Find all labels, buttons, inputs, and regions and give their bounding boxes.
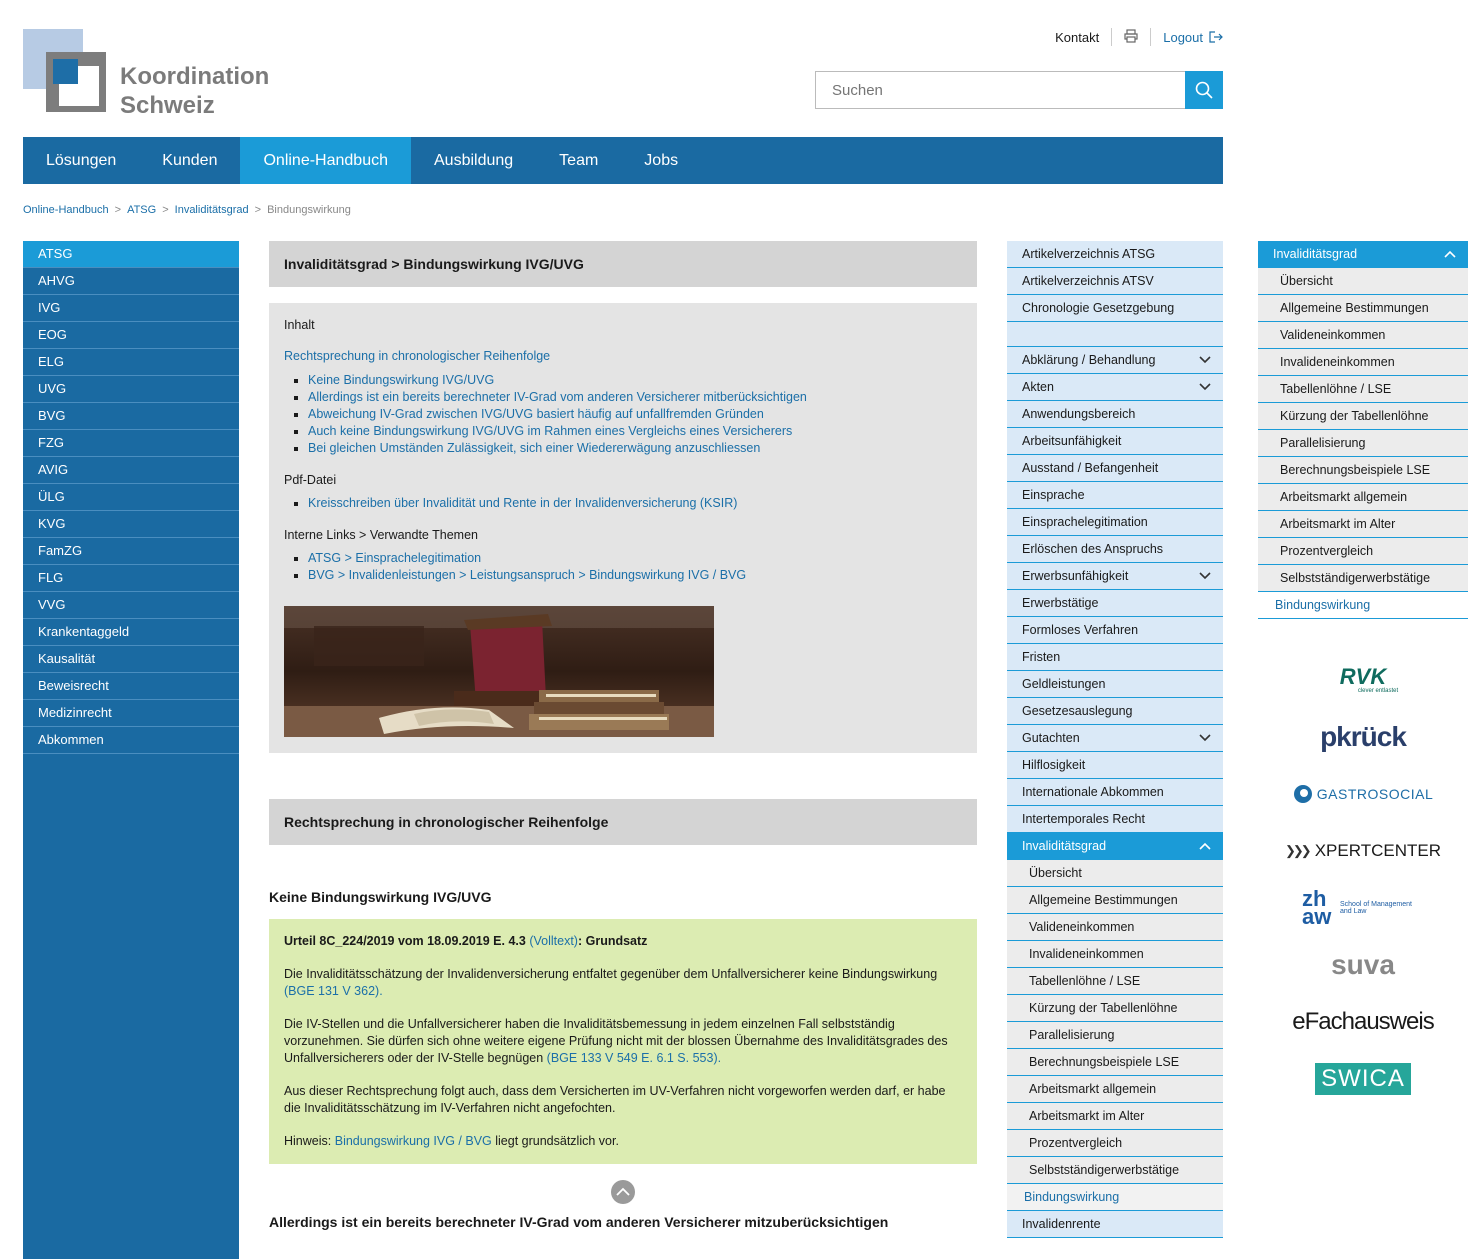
print-icon[interactable]	[1124, 29, 1138, 46]
topic-nav	[1007, 241, 1223, 1238]
leftnav-item[interactable]: BVG	[23, 403, 239, 430]
topic-subitem[interactable]: Kürzung der Tabellenlöhne	[1007, 995, 1223, 1022]
toc-rsp-link[interactable]: Rechtsprechung in chronologischer Reihenfolge	[284, 349, 551, 363]
topic-item-active[interactable]: Invaliditätsgrad	[1007, 833, 1223, 860]
sponsor-logos	[1258, 652, 1468, 1108]
topic-item[interactable]: Akten	[1007, 374, 1223, 401]
topic-item[interactable]: Formloses Verfahren	[1007, 617, 1223, 644]
leftnav-item[interactable]: ÜLG	[23, 484, 239, 511]
toc-pdf-label: Pdf-Datei	[284, 473, 337, 487]
subtopic-item[interactable]: Allgemeine Bestimmungen	[1258, 295, 1468, 322]
logout-link[interactable]: Logout	[1163, 30, 1223, 45]
breadcrumb-item[interactable]: ATSG	[127, 204, 157, 216]
sub-heading-2: Allerdings ist ein bereits berechneter IV-Grad vom anderen Versicherer mitzuberücksichtigen	[269, 1214, 889, 1230]
topic-item[interactable]: Anwendungsbereich	[1007, 401, 1223, 428]
main-nav	[23, 137, 1223, 184]
topic-item[interactable]: Geldleistungen	[1007, 671, 1223, 698]
toc-link[interactable]: Keine Bindungswirkung IVG/UVG	[308, 373, 495, 387]
section-title: Rechtsprechung in chronologischer Reihenfolge	[269, 799, 977, 845]
nav-loesungen[interactable]: Lösungen	[46, 152, 117, 169]
leftnav-item[interactable]: Beweisrecht	[23, 673, 239, 700]
topic-subitem[interactable]: Allgemeine Bestimmungen	[1007, 887, 1223, 914]
topic-item[interactable]: Fristen	[1007, 644, 1223, 671]
page-title: Invaliditätsgrad > Bindungswirkung IVG/UVG	[269, 241, 977, 287]
logo[interactable]	[23, 29, 283, 119]
sub-heading-1: Keine Bindungswirkung IVG/UVG	[269, 889, 492, 905]
subtopic-item[interactable]: Parallelisierung	[1258, 430, 1468, 457]
toc-link[interactable]: Allerdings ist ein bereits berechneter IV-Grad vom anderen Versicherer mitberücksichtigen	[308, 390, 807, 404]
chevron-up-icon	[611, 1180, 635, 1204]
topic-item[interactable]: Artikelverzeichnis ATSV	[1007, 268, 1223, 295]
nav-kunden[interactable]: Kunden	[162, 152, 218, 169]
subtopic-item[interactable]: Tabellenlöhne / LSE	[1258, 376, 1468, 403]
sponsor-pkrueck[interactable]: pkrück	[1320, 721, 1406, 752]
subtopic-item-active[interactable]: Bindungswirkung	[1258, 592, 1468, 619]
courtroom-photo	[284, 606, 714, 737]
subtopic-item[interactable]: Arbeitsmarkt im Alter	[1258, 511, 1468, 538]
topic-item[interactable]: Gesetzesauslegung	[1007, 698, 1223, 725]
search-input[interactable]	[816, 72, 1208, 108]
topic-subitem[interactable]: Tabellenlöhne / LSE	[1007, 968, 1223, 995]
toc-box	[269, 303, 977, 753]
hint-link[interactable]: Bindungswirkung IVG / BVG	[334, 1134, 492, 1148]
breadcrumb-item[interactable]: Invaliditätsgrad	[174, 204, 249, 216]
nav-online-handbuch[interactable]: Online-Handbuch	[240, 137, 411, 184]
urteil-title: Urteil 8C_224/2019 vom 18.09.2019 E. 4.3	[284, 934, 526, 948]
nav-team[interactable]: Team	[559, 152, 599, 169]
internal-link[interactable]: BVG > Invalidenleistungen > Leistungsanspruch > Bindungswirkung IVG / BVG	[308, 568, 747, 582]
topic-item[interactable]: Intertemporales Recht	[1007, 806, 1223, 833]
subtopic-item[interactable]: Berechnungsbeispiele LSE	[1258, 457, 1468, 484]
logo-line1: Koordination	[120, 63, 270, 90]
sponsor-suva[interactable]: suva	[1331, 949, 1395, 980]
subtopic-item[interactable]: Invalideneinkommen	[1258, 349, 1468, 376]
leftnav-item[interactable]: Kausalität	[23, 646, 239, 673]
topic-item[interactable]: Hilflosigkeit	[1007, 752, 1223, 779]
leftnav-item[interactable]: ELG	[23, 349, 239, 376]
subtopic-item[interactable]: Prozentvergleich	[1258, 538, 1468, 565]
internal-link[interactable]: ATSG > Einsprachelegitimation	[308, 551, 482, 565]
sponsor-zhaw[interactable]: zh aw School of Management and Law	[1302, 886, 1412, 929]
leftnav-item[interactable]: ATSG	[23, 241, 239, 268]
topic-item[interactable]: Chronologie Gesetzgebung	[1007, 295, 1223, 322]
toc-link[interactable]: Auch keine Bindungswirkung IVG/UVG im Rahmen eines Vergleichs eines Versicherers	[308, 424, 793, 438]
paragraph: Die Invaliditätsschätzung der Invalidenversicherung entfaltet gegenüber dem Unfallversicherer keine Bindungswirkung	[284, 967, 938, 981]
leftnav-item[interactable]: VVG	[23, 592, 239, 619]
leftnav-item[interactable]: Abkommen	[23, 727, 239, 754]
topic-subitem[interactable]: Selbstständigerwerbstätige	[1007, 1157, 1223, 1184]
topic-subitem-active[interactable]: Bindungswirkung	[1007, 1184, 1223, 1211]
logout-icon	[1209, 31, 1223, 43]
urteil-box	[269, 919, 977, 1164]
topic-item[interactable]: Gutachten	[1007, 725, 1223, 752]
logo-line2: Schweiz	[120, 92, 215, 119]
leftnav-item[interactable]: IVG	[23, 295, 239, 322]
subtopic-item[interactable]: Valideneinkommen	[1258, 322, 1468, 349]
sponsor-efachausweis[interactable]: eFachausweis	[1292, 1008, 1434, 1035]
toc-link[interactable]: Bei gleichen Umständen Zulässigkeit, sich einer Wiedererwägung anzuschliessen	[308, 441, 761, 455]
breadcrumb-item[interactable]: Online-Handbuch	[23, 204, 109, 216]
left-nav	[23, 241, 239, 1259]
paragraph: Aus dieser Rechtsprechung folgt auch, dass dem Versicherten im UV-Verfahren nicht vorgeworfen werden darf, er habe die Invaliditätsschätzung im IV-Verfahren nicht angefochten.	[284, 1084, 946, 1115]
topic-subitem[interactable]: Übersicht	[1007, 860, 1223, 887]
search-icon	[1195, 81, 1213, 99]
search-box	[815, 71, 1223, 109]
leftnav-item[interactable]: AHVG	[23, 268, 239, 295]
topic-item[interactable]: Erwerbsunfähigkeit	[1007, 563, 1223, 590]
sponsor-gastrosocial[interactable]: GASTROSOCIAL	[1258, 766, 1468, 822]
toc-link[interactable]: Abweichung IV-Grad zwischen IVG/UVG basiert häufig auf unfallfremden Gründen	[308, 407, 764, 421]
topic-item[interactable]: Erwerbstätige	[1007, 590, 1223, 617]
leftnav-item[interactable]: AVIG	[23, 457, 239, 484]
topic-subitem[interactable]: Invalideneinkommen	[1007, 941, 1223, 968]
leftnav-item[interactable]: FZG	[23, 430, 239, 457]
leftnav-item[interactable]: KVG	[23, 511, 239, 538]
chevron-down-icon[interactable]	[1199, 725, 1211, 751]
nav-jobs[interactable]: Jobs	[644, 152, 679, 169]
top-links	[1055, 28, 1223, 46]
toc-links-label: Interne Links > Verwandte Themen	[284, 528, 478, 542]
leftnav-item[interactable]: EOG	[23, 322, 239, 349]
sponsor-rvk[interactable]: RVK clever entlastet	[1339, 664, 1399, 694]
topic-subitem[interactable]: Parallelisierung	[1007, 1022, 1223, 1049]
search-button[interactable]	[1185, 71, 1223, 109]
leftnav-item[interactable]: FamZG	[23, 538, 239, 565]
subtopic-nav	[1258, 241, 1468, 619]
subtopic-item[interactable]: Selbstständigerwerbstätige	[1258, 565, 1468, 592]
subtopic-header[interactable]: Invaliditätsgrad	[1258, 241, 1468, 268]
volltext-link[interactable]: (Volltext)	[529, 934, 578, 948]
urteil-suffix: : Grundsatz	[577, 934, 648, 948]
chevron-down-icon[interactable]	[1199, 374, 1211, 400]
paragraph: Die IV-Stellen und die Unfallversicherer haben die Invaliditätsbemessung in jedem einzelnen Fall selbstständig vorzunehmen. Sie dürfen sich ohne weitere eigene Prüfung nicht mit der blossen Übernahme des Invaliditätsgrades des Unfallversicherers oder der IV-Stelle begnügen	[284, 1017, 948, 1065]
topic-item[interactable]: Abklärung / Behandlung	[1007, 347, 1223, 374]
topic-subitem[interactable]: Arbeitsmarkt allgemein	[1007, 1076, 1223, 1103]
chevron-up-icon[interactable]	[1199, 833, 1211, 859]
bge-link[interactable]: (BGE 131 V 362).	[284, 984, 383, 998]
topic-item[interactable]: Einsprache	[1007, 482, 1223, 509]
sponsor-xpertcenter[interactable]: ❯❯❯ XPERTCENTER	[1285, 841, 1441, 860]
gastrosocial-logo-icon	[1293, 784, 1313, 804]
topic-item[interactable]: Arbeitsunfähigkeit	[1007, 428, 1223, 455]
leftnav-item[interactable]: Krankentaggeld	[23, 619, 239, 646]
pdf-link[interactable]: Kreisschreiben über Invalidität und Rente in der Invalidenversicherung (KSIR)	[308, 496, 738, 510]
topic-subitem[interactable]: Prozentvergleich	[1007, 1130, 1223, 1157]
topic-subitem[interactable]: Valideneinkommen	[1007, 914, 1223, 941]
breadcrumb: Online-Handbuch > ATSG > Invaliditätsgrad > Bindungswirkung	[23, 204, 351, 216]
subtopic-item[interactable]: Kürzung der Tabellenlöhne	[1258, 403, 1468, 430]
topic-subitem[interactable]: Arbeitsmarkt im Alter	[1007, 1103, 1223, 1130]
topic-item[interactable]: Artikelverzeichnis ATSG	[1007, 241, 1223, 268]
chevron-down-icon[interactable]	[1199, 347, 1211, 373]
bge-link[interactable]: (BGE 133 V 549 E. 6.1 S. 553).	[546, 1051, 722, 1065]
topic-item[interactable]: Ausstand / Befangenheit	[1007, 455, 1223, 482]
topic-item[interactable]: Invalidenrente	[1007, 1211, 1223, 1238]
leftnav-item[interactable]: FLG	[23, 565, 239, 592]
main-content	[269, 241, 977, 1230]
kontakt-link[interactable]: Kontakt	[1055, 29, 1100, 45]
nav-ausbildung[interactable]: Ausbildung	[434, 152, 514, 169]
chevron-down-icon[interactable]	[1199, 563, 1211, 589]
topic-item[interactable]: Internationale Abkommen	[1007, 779, 1223, 806]
scroll-top-button[interactable]	[269, 1180, 977, 1204]
leftnav-item[interactable]: Medizinrecht	[23, 700, 239, 727]
topic-item[interactable]: Einsprachelegitimation	[1007, 509, 1223, 536]
subtopic-item[interactable]: Übersicht	[1258, 268, 1468, 295]
sponsor-swica[interactable]: SWICA	[1258, 1051, 1468, 1107]
breadcrumb-current: Bindungswirkung	[267, 204, 351, 216]
subtopic-item[interactable]: Arbeitsmarkt allgemein	[1258, 484, 1468, 511]
topic-spacer	[1007, 322, 1223, 347]
hint-text: liegt grundsätzlich vor.	[495, 1134, 619, 1148]
chevron-up-icon[interactable]	[1444, 241, 1456, 267]
topic-subitem[interactable]: Berechnungsbeispiele LSE	[1007, 1049, 1223, 1076]
hint-label: Hinweis:	[284, 1134, 332, 1148]
topic-item[interactable]: Erlöschen des Anspruchs	[1007, 536, 1223, 563]
leftnav-item[interactable]: UVG	[23, 376, 239, 403]
toc-inhalt: Inhalt	[284, 318, 315, 332]
